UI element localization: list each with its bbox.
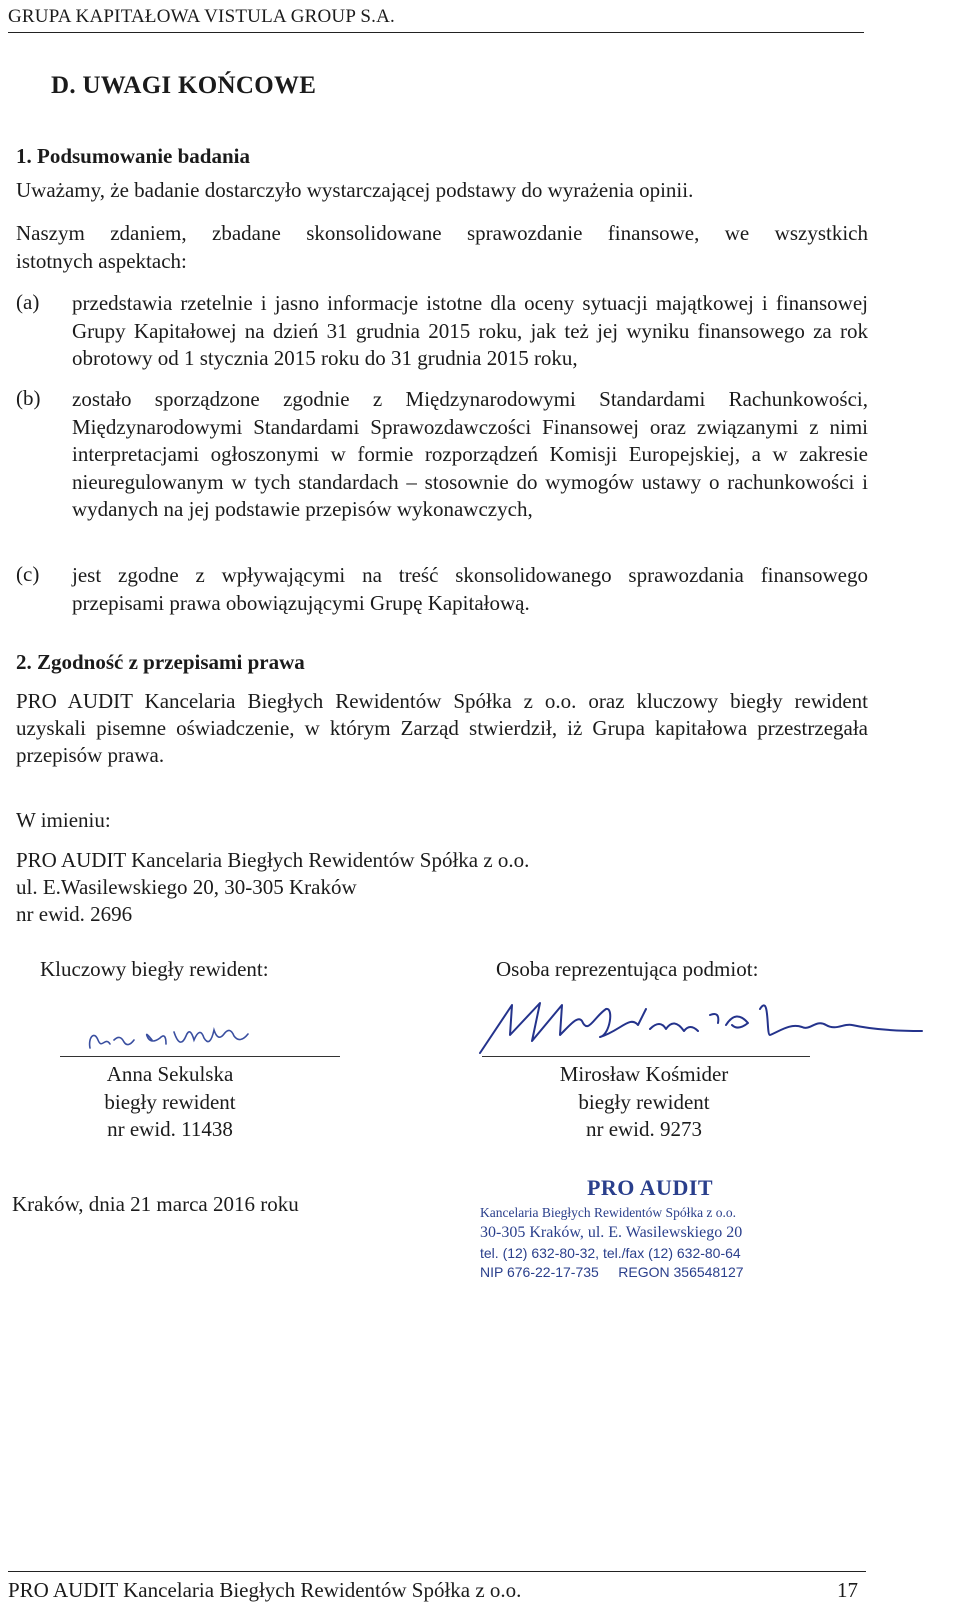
footer-text: PRO AUDIT Kancelaria Biegłych Rewidentów Spółka z o.o. <box>8 1578 522 1602</box>
running-header <box>8 6 864 33</box>
section-title: D. UWAGI KOŃCOWE <box>51 72 317 99</box>
compliance-heading: 2. Zgodność z przepisami prawa <box>16 650 305 674</box>
right-title: biegły rewident <box>578 1090 710 1114</box>
signature-left <box>60 1010 270 1056</box>
item-label-a: (a) <box>16 290 40 314</box>
item-text-a: przedstawia rzetelnie i jasno informacje istotne dla oceny sytuacji majątkowej i finansowej Grupy Kapitałowej na dzień 31 grudnia 2015 roku, jak też jej wyniku finansowego za rok obrotowy od 1 stycznia 2015 roku do 31 grudnia 2015 roku, <box>72 291 868 370</box>
stamp-line2: 30-305 Kraków, ul. E. Wasilewskiego 20 <box>480 1224 743 1241</box>
summary-para1: Uważamy, że badanie dostarczyło wystarczającej podstawy do wyrażenia opinii. <box>16 178 694 202</box>
item-label-c: (c) <box>16 562 40 586</box>
left-name: Anna Sekulska <box>106 1062 234 1086</box>
signature-right <box>470 995 930 1065</box>
compliance-text: PRO AUDIT Kancelaria Biegłych Rewidentów Spółka z o.o. oraz kluczowy biegły rewident uzyskali pisemne oświadczenie, w którym Zarząd stwierdził, iż Grupa kapitałowa przestrzegała przepisów prawa. <box>16 689 868 767</box>
summary-heading: 1. Podsumowanie badania <box>16 144 250 168</box>
summary-para2-line1: Naszym zdaniem, zbadane skonsolidowane sprawozdanie finansowe, we wszystkich <box>16 221 868 245</box>
left-reg: nr ewid. 11438 <box>107 1117 233 1141</box>
item-text-c: jest zgodne z wpływającymi na treść skonsolidowanego sprawozdania finansowego przepisami prawa obowiązującymi Grupę Kapitałową. <box>72 563 868 615</box>
signature-line-left <box>60 1056 340 1057</box>
left-role-heading: Kluczowy biegły rewident: <box>40 957 269 981</box>
right-reg: nr ewid. 9273 <box>585 1117 703 1141</box>
page-number: 17 <box>837 1578 858 1602</box>
header-company: GRUPA KAPITAŁOWA VISTULA GROUP S.A. <box>8 6 395 27</box>
place-date: Kraków, dnia 21 marca 2016 roku <box>12 1192 299 1216</box>
right-name: Mirosław Kośmider <box>559 1062 729 1086</box>
stamp-line3: tel. (12) 632-80-32, tel./fax (12) 632-80-64 <box>480 1245 741 1261</box>
left-title: biegły rewident <box>104 1090 236 1114</box>
on-behalf-reg: nr ewid. 2696 <box>16 902 133 926</box>
stamp-title: PRO AUDIT <box>586 1175 714 1200</box>
right-role-heading: Osoba reprezentująca podmiot: <box>496 957 759 981</box>
signature-line-right <box>482 1056 810 1057</box>
stamp-line1: Kancelaria Biegłych Rewidentów Spółka z o.o. <box>480 1205 737 1220</box>
company-stamp <box>480 1175 820 1280</box>
item-text-b: zostało sporządzone zgodnie z Międzynarodowymi Standardami Rachunkowości, Międzynarodowymi Standardami Sprawozdawczości Finansowej oraz związanymi z nimi interpretacjami ogłoszonymi w formie rozporządzeń Komisji Europejskiej, a w zakresie nieuregulowanym w tych standardach – stosownie do wymogów ustawy o rachunkowości i wydanych na jej podstawie przepisów wykonawczych, <box>72 387 868 521</box>
stamp-line4: NIP 676-22-17-735 REGON 356548127 <box>480 1264 744 1280</box>
item-label-b: (b) <box>16 386 41 410</box>
on-behalf-firm: PRO AUDIT Kancelaria Biegłych Rewidentów Spółka z o.o. <box>16 848 530 872</box>
summary-para2-line2: istotnych aspektach: <box>16 249 187 273</box>
running-footer <box>8 1571 866 1603</box>
on-behalf-address: ul. E.Wasilewskiego 20, 30-305 Kraków <box>16 875 357 899</box>
on-behalf-label: W imieniu: <box>16 808 111 832</box>
